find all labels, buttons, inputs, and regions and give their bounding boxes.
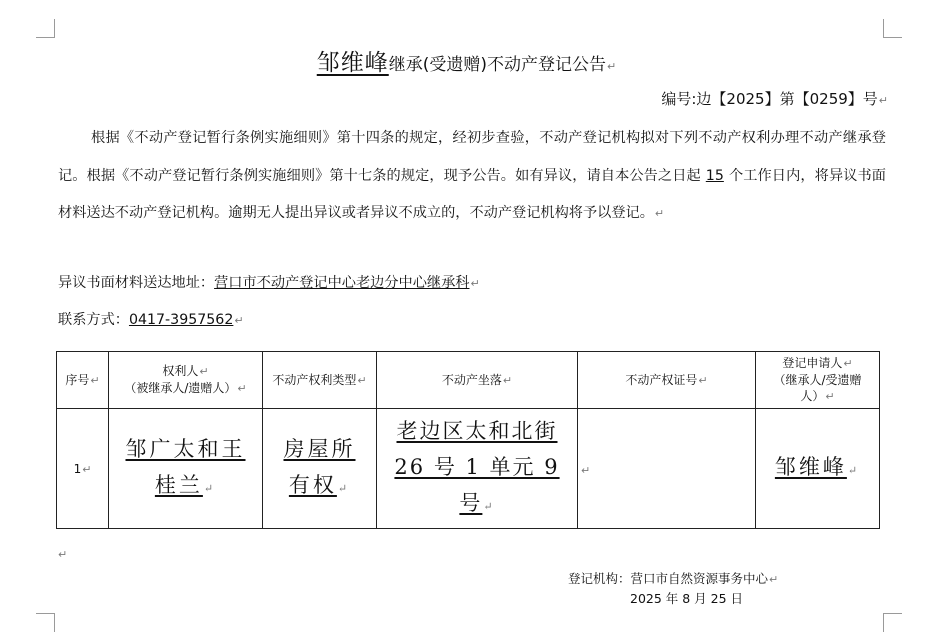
contact-info: [58, 309, 244, 329]
page-corner-mark: [883, 613, 902, 632]
paragraph-mark: ↵: [654, 207, 665, 220]
title-text: 继承(受遗赠)不动产登记公告: [388, 55, 607, 75]
body-part-1: 根据《不动产登记暂行条例实施细则》第十四条的规定，经初步查验，不动产登记机构拟对下列不动产权利办理不动产继承登记。根据《不动产登记暂行条例实施细则》第十七条的规定，现予公告。如有异议，请自本公告之日起: [58, 130, 886, 184]
header-applicant: 登记申请人↵ （继承人/受遗赠 人）↵: [756, 352, 880, 409]
objection-address: [58, 272, 480, 292]
paragraph-mark: ↵: [878, 94, 888, 107]
body-part-2: 个工作日内，将异议书面材料送达不动产登记机构。逾期无人提出异议或者异议不成立的，不动产登记机构将予以登记。: [58, 167, 886, 221]
document-number-text: 编号:边【2025】第【0259】号: [661, 90, 878, 108]
page-corner-mark: [883, 19, 902, 38]
cell-seq: 1↵: [57, 409, 109, 529]
cell-applicant: 邹维峰↵: [756, 409, 880, 529]
document-title: [0, 44, 933, 77]
table-row: [57, 409, 880, 529]
objection-address-value: 营口市不动产登记中心老边分中心继承科: [214, 275, 470, 291]
cell-holder: 邹广太和王 桂兰↵: [109, 409, 263, 529]
cell-location: 老边区太和北街 26 号 1 单元 9 号↵: [377, 409, 578, 529]
objection-days: 15: [705, 167, 724, 184]
objection-address-label: 异议书面材料送达地址：: [58, 275, 215, 291]
table-header-row: [57, 352, 880, 409]
cell-right-type: 房屋所 有权↵: [263, 409, 377, 529]
registration-table: [56, 351, 880, 529]
contact-phone: 0417-3957562: [128, 312, 234, 328]
document-number: [661, 88, 888, 109]
header-seq: 序号↵: [57, 352, 109, 409]
header-right-type: 不动产权利类型↵: [263, 352, 377, 409]
header-holder: 权利人↵ （被继承人/遗赠人）↵: [109, 352, 263, 409]
header-certificate: 不动产权证号↵: [578, 352, 756, 409]
registration-authority: 登记机构：营口市自然资源事务中心↵: [568, 571, 779, 586]
page-corner-mark: [36, 19, 55, 38]
paragraph-mark: ↵: [607, 60, 617, 73]
cell-certificate: ↵: [578, 409, 756, 529]
paragraph-mark: ↵: [470, 277, 480, 290]
announcement-date: 2025 年 8 月 25 日: [630, 591, 744, 606]
title-applicant-name: 邹维峰: [316, 50, 389, 76]
paragraph-mark: ↵: [234, 314, 244, 327]
header-location: 不动产坐落↵: [377, 352, 578, 409]
paragraph-mark: ↵: [58, 548, 68, 561]
page-corner-mark: [36, 613, 55, 632]
contact-label: 联系方式：: [58, 312, 129, 328]
announcement-body: [58, 120, 886, 233]
